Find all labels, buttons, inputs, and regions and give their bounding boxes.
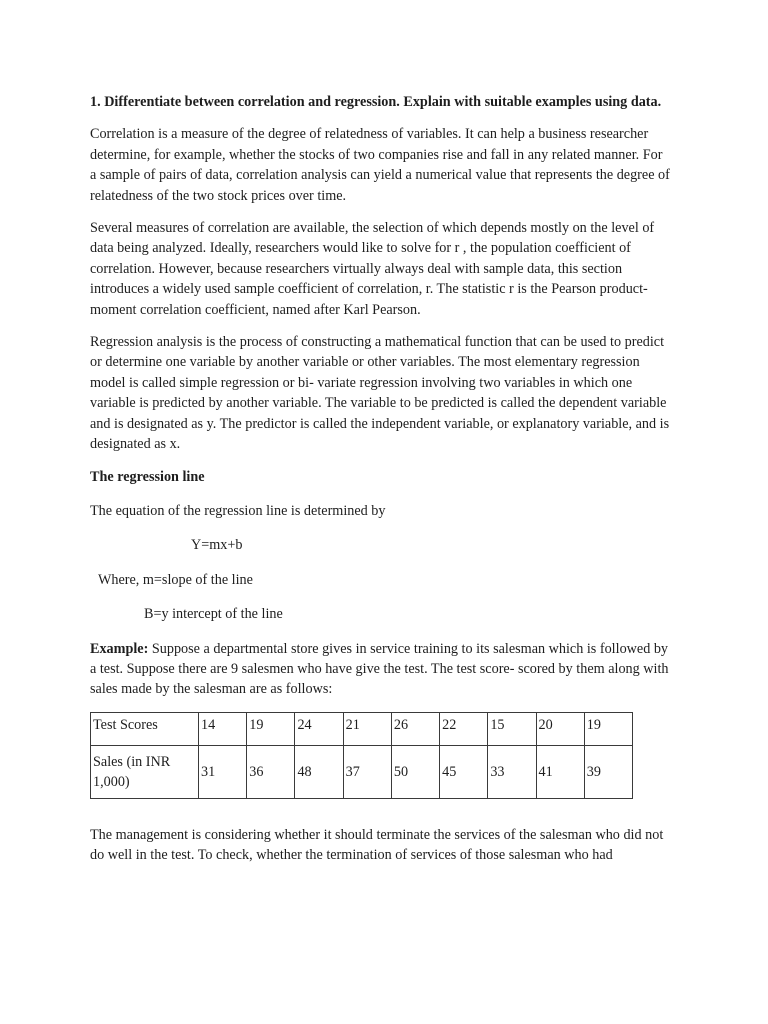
scores-sales-table	[90, 712, 633, 799]
table-cell: 50	[391, 745, 439, 798]
table-cell: 26	[391, 712, 439, 745]
question-heading: 1. Differentiate between correlation and regression. Explain with suitable examples using data.	[90, 94, 662, 110]
example-paragraph	[90, 639, 670, 700]
example-text: Suppose a departmental store gives in service training to its salesman which is followed by a test. Suppose there are 9 salesmen who have give the test. The test score- scored by them along with sales made by the salesman are as follows:	[90, 640, 669, 698]
equation-intro: The equation of the regression line is determined by	[90, 502, 386, 519]
slope-definition: Where, m=slope of the line	[98, 571, 253, 588]
table-cell-label: Test Scores	[91, 712, 199, 745]
document-page	[90, 92, 670, 878]
table-cell: 39	[584, 745, 632, 798]
table-cell: 14	[199, 712, 247, 745]
table-cell: 48	[295, 745, 343, 798]
table-cell: 33	[488, 745, 536, 798]
regression-paragraph: Regression analysis is the process of constructing a mathematical function that can be used to predict or determine one variable by another variable or other variables. The most elementary regression model is called simple regression or bi- variate regression involving two variables in which one variable is predicted by another variable. The variable to be predicted is called the dependent variable and is designated as y. The predictor is called the independent variable, or explanatory variable, and is designated as x.	[90, 334, 670, 453]
table-cell: 24	[295, 712, 343, 745]
regression-line-heading: The regression line	[90, 468, 205, 485]
table-cell-label: Sales (in INR 1,000)	[91, 745, 199, 798]
table-cell: 31	[199, 745, 247, 798]
regression-formula: Y=mx+b	[191, 537, 243, 554]
closing-paragraph: The management is considering whether it should terminate the services of the salesman who did not do well in the test. To check, whether the termination of services of those salesman who had	[90, 826, 664, 864]
table-cell: 19	[584, 712, 632, 745]
table-cell: 45	[440, 745, 488, 798]
table-cell: 36	[247, 745, 295, 798]
correlation-measures-paragraph: Several measures of correlation are available, the selection of which depends mostly on the level of data being analyzed. Ideally, researchers would like to solve for r , the population coefficient of correlation. However, because researchers virtually always deal with sample data, this section introduces a widely used sample coefficient of correlation, r. The statistic r is the Pearson product-moment correlation coefficient, named after Karl Pearson.	[90, 220, 655, 318]
table-cell: 20	[536, 712, 584, 745]
table-row	[91, 712, 633, 745]
correlation-paragraph: Correlation is a measure of the degree of relatedness of variables. It can help a business researcher determine, for example, whether the stocks of two companies rise and fall in any related manner. For a sample of pairs of data, correlation analysis can yield a numerical value that represents the degree of relatedness of the two stock prices over time.	[90, 126, 670, 204]
example-label: Example:	[90, 640, 149, 657]
table-cell: 19	[247, 712, 295, 745]
table-cell: 41	[536, 745, 584, 798]
table-row	[91, 745, 633, 798]
table-cell: 15	[488, 712, 536, 745]
intercept-definition: B=y intercept of the line	[144, 606, 283, 623]
table-cell: 37	[343, 745, 391, 798]
table-cell: 22	[440, 712, 488, 745]
table-cell: 21	[343, 712, 391, 745]
